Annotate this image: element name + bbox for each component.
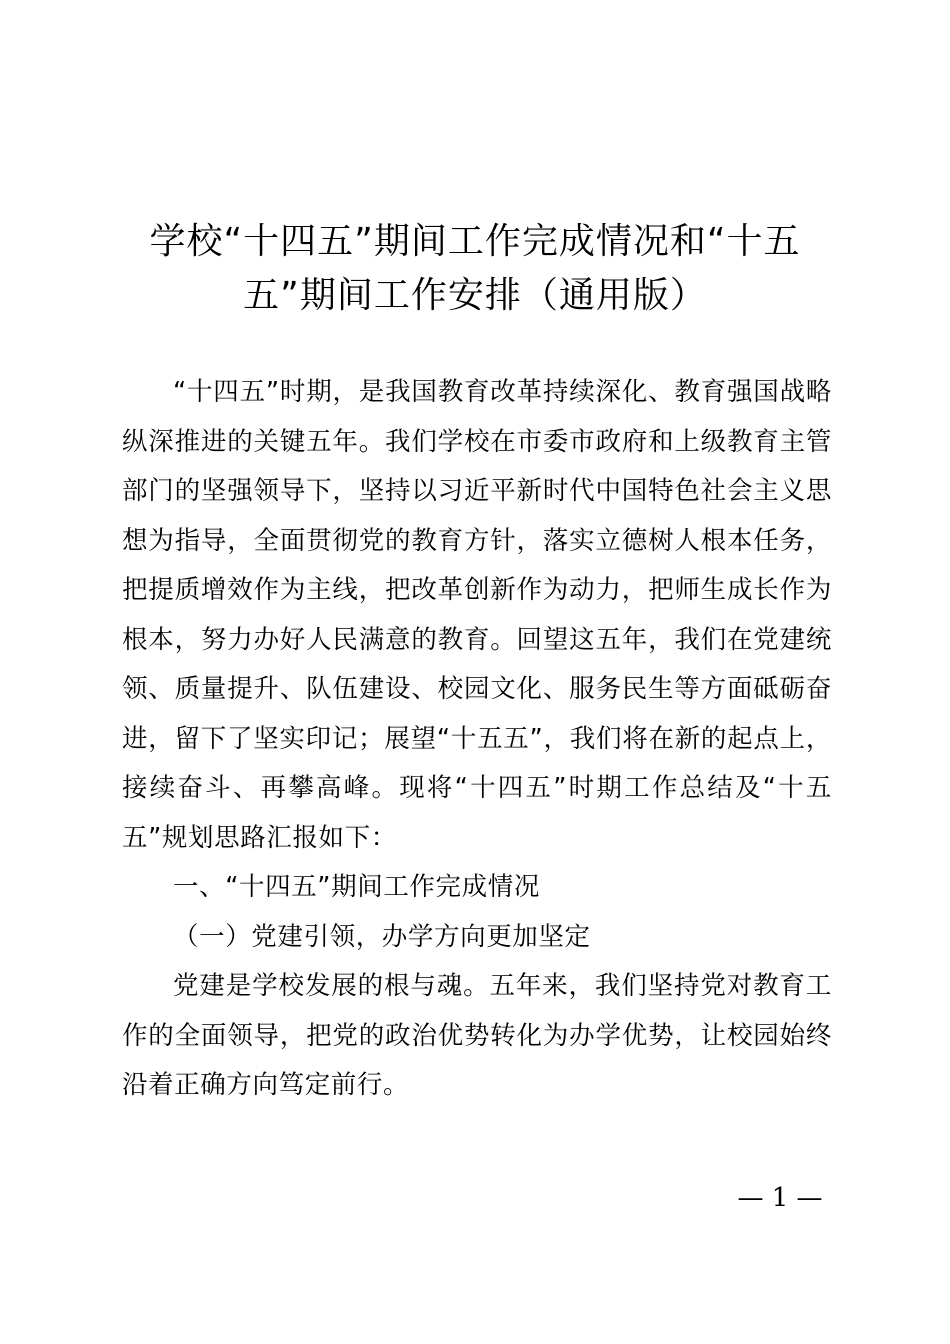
- page-number: — 1 —: [737, 1183, 823, 1213]
- title-line-1: 学校“十四五”期间工作完成情况和“十五: [149, 221, 801, 262]
- document-title: [120, 215, 830, 323]
- intro-paragraph: “十四五”时期，是我国教育改革持续深化、教育强国战略纵深推进的关键五年。我们学校在市委市政府和上级教育主管部门的坚强领导下，坚持以习近平新时代中国特色社会主义思想为指导，全面贯彻党的教育方针，落实立德树人根本任务，把提质增效作为主线，把改革创新作为动力，把师生成长作为根本，努力办好人民满意的教育。回望这五年，我们在党建统领、质量提升、队伍建设、校园文化、服务民生等方面砥砺奋进，留下了坚实印记；展望“十五五”，我们将在新的起点上，接续奋斗、再攀高峰。现将“十四五”时期工作总结及“十五五”规划思路汇报如下：: [122, 377, 832, 853]
- document-body: [122, 368, 832, 1111]
- subsection-heading: （一）党建引领，办学方向更加坚定: [173, 921, 591, 952]
- section-heading: 一、“十四五”期间工作完成情况: [173, 872, 540, 902]
- body-paragraph: 党建是学校发展的根与魂。五年来，我们坚持党对教育工作的全面领导，把党的政治优势转化为办学优势，让校园始终沿着正确方向笃定前行。: [122, 971, 832, 1100]
- title-line-2: 五”期间工作安排（通用版）: [243, 275, 707, 316]
